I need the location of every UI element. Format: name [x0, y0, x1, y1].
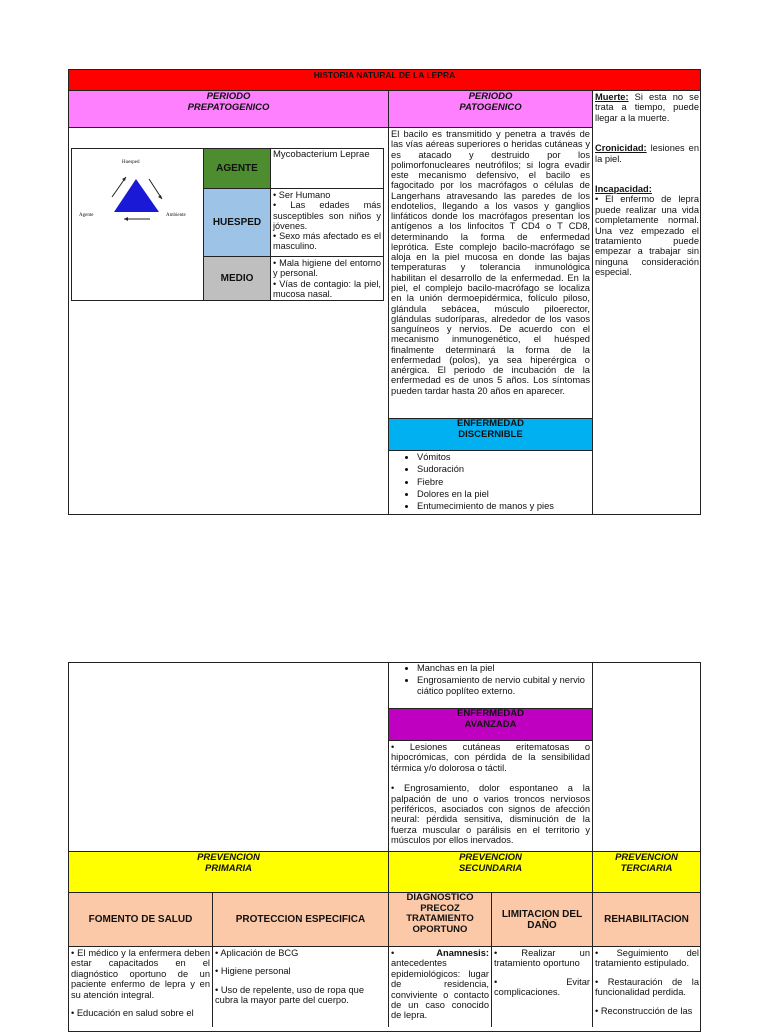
- header-line: PATOGENICO: [459, 101, 522, 113]
- diagnostico-cell: [389, 947, 491, 1027]
- proteccion-item: • Aplicación de BCG: [215, 948, 299, 958]
- muerte-label: Muerte:: [595, 92, 629, 102]
- cronicidad-label: Cronicidad:: [595, 143, 647, 154]
- list-item: • Engrosamiento de nervio cubital y nervio ciático poplíteo externo.: [417, 675, 592, 698]
- outcomes-column: [592, 90, 701, 515]
- diagnostico-text: antecedentes epidemiológicos: lugar de residencia, conviviente o contacto de un caso conocido de lepra.: [391, 958, 489, 1021]
- table-title: HISTORIA NATURAL DE LA LEPRA: [68, 69, 701, 91]
- header-diagnostico: [388, 892, 492, 947]
- incapacidad-label: Incapacidad:: [595, 184, 652, 195]
- header-line: DIAGNOSTICO: [406, 892, 474, 903]
- header-line: PREPATOGENICO: [187, 101, 270, 113]
- list-item: • Vómitos: [417, 451, 592, 463]
- header-line: TRATAMIENTO: [406, 913, 474, 925]
- list-item: • Fiebre: [417, 476, 592, 488]
- header-proteccion: PROTECCION ESPECIFICA: [212, 892, 389, 947]
- rehabilitacion-cell: [593, 947, 701, 1027]
- fomento-paragraph: • Educación en salud sobre el: [71, 1008, 194, 1019]
- avanzada-paragraph: • Engrosamiento, dolor espontaneo a la palpación de uno o varios troncos nerviosos periféricos, asociados con signos de afección neural: pérdida sensitiva, disminución de la fuerza muscular o parálisis en el territorio y músculos por ellos inervados.: [391, 783, 590, 846]
- list-item: • Manchas en la piel: [417, 663, 592, 675]
- header-limitacion: [491, 892, 593, 947]
- header-patogenico: [388, 90, 593, 128]
- rehab-item: • Reconstrucción de las: [595, 1005, 693, 1016]
- header-prev-primaria: [68, 851, 389, 893]
- avanzada-text: [389, 741, 592, 852]
- huesped-item: • Las edades más susceptibles son niños y jóvenes.: [273, 200, 381, 231]
- header-rehabilitacion: REHABILITACION: [592, 892, 701, 947]
- header-line: TERCIARIA: [620, 862, 673, 874]
- rehab-item: • Seguimiento del tratamiento estipulado.: [595, 948, 699, 969]
- huesped-value: [270, 188, 384, 257]
- list-item: • Dolores en la piel: [417, 488, 592, 500]
- header-line: DAÑO: [527, 920, 557, 932]
- header-discernible: [388, 418, 593, 451]
- agente-label: AGENTE: [203, 148, 271, 189]
- symptoms-list-cont: [389, 663, 592, 709]
- fomento-cell: [69, 947, 212, 1027]
- header-line: PREVENCION: [615, 852, 678, 863]
- header-line: LIMITACION DEL: [501, 909, 583, 920]
- avanzada-paragraph: • Lesiones cutáneas eritematosas o hipocrómicas, con pérdida de la sensibilidad térmica y/o dolorosa o táctil.: [391, 742, 590, 773]
- header-line: PERIODO: [206, 91, 251, 102]
- header-line: AVANZADA: [464, 718, 517, 730]
- triad-huesped: Huesped: [122, 160, 140, 165]
- medio-item: • Vías de contagio: la piel, mucosa nasal.: [273, 278, 381, 299]
- huesped-label: HUESPED: [203, 188, 271, 257]
- muerte-desc: Si esta no se trata a tiempo, puede llegar a la muerte.: [595, 92, 699, 123]
- header-line: OPORTUNO: [412, 923, 468, 935]
- header-line: ENFERMEDAD: [456, 418, 525, 429]
- diagnostico-label-row: • Anamnesis:: [391, 948, 489, 958]
- list-item: • Entumecimiento de manos y pies: [417, 500, 592, 512]
- triad-diagram: [72, 149, 203, 300]
- triad-ambiente: Ambiente: [166, 213, 186, 218]
- fomento-paragraph: • El médico y la enfermera deben estar capacitados en el diagnóstico oportuno de un paciente enfermo de lepra y en su atención integral.: [71, 948, 210, 1000]
- huesped-item: • Sexo más afectado es el masculino.: [273, 231, 381, 252]
- header-line: ENFERMEDAD: [456, 708, 525, 719]
- incapacidad-desc: • El enfermo de lepra puede realizar una vida completamente normal. Una vez empezado el tratamiento puede empezar a trabajar sin ninguna consideración especial.: [595, 194, 699, 278]
- header-line: PERIODO: [468, 91, 513, 102]
- divider: [592, 662, 593, 852]
- header-fomento: FOMENTO DE SALUD: [68, 892, 213, 947]
- cronicidad-text: [595, 143, 699, 164]
- limitacion-item: • Realizar un tratamiento oportuno: [494, 948, 590, 969]
- header-line: PRECOZ: [420, 902, 460, 914]
- header-line: PREVENCION: [459, 852, 522, 863]
- header-line: PRIMARIA: [205, 862, 252, 874]
- header-line: DISCERNIBLE: [458, 428, 523, 440]
- header-prepatogenico: [68, 90, 389, 128]
- triad-agente: Agente: [79, 213, 94, 218]
- header-line: SECUNDARIA: [458, 862, 523, 874]
- anamnesis-label: Anamnesis:: [436, 948, 489, 958]
- header-prev-terciaria: [592, 851, 701, 893]
- huesped-item: • Ser Humano: [273, 190, 331, 200]
- divider: [388, 128, 389, 515]
- medio-value: [270, 256, 384, 301]
- header-line: PREVENCION: [197, 852, 260, 863]
- list-item: • Sudoración: [417, 463, 592, 475]
- triad-image: [71, 148, 204, 301]
- proteccion-item: • Higiene personal: [215, 966, 291, 977]
- limitacion-cell: [492, 947, 592, 1027]
- agente-value: Mycobacterium Leprae: [270, 148, 384, 189]
- proteccion-item: • Uso de repelente, uso de ropa que cubra la mayor parte del cuerpo.: [215, 984, 365, 1006]
- symptoms-list: [389, 451, 592, 514]
- medio-label: MEDIO: [203, 256, 271, 301]
- proteccion-cell: [213, 947, 388, 1027]
- header-prev-secundaria: [388, 851, 593, 893]
- header-avanzada: [388, 708, 593, 741]
- cronicidad-desc: lesiones en la piel.: [595, 143, 699, 164]
- rehab-item: • Restauración de la funcionalidad perdida.: [595, 976, 699, 998]
- muerte-text: [595, 92, 699, 123]
- medio-item: • Mala higiene del entorno y personal.: [273, 258, 381, 279]
- limitacion-item: • Evitar complicaciones.: [494, 976, 590, 998]
- patogenico-text: El bacilo es transmitido y penetra a través de las vías aéreas superiores o heridas cutáneas y es atacado y destruido por los polimorfonucleares neutrófilos; si logra evadir este mecanismo defensivo, el bacilo es fagocitado por los macrófagos o células de Langerhans atravesando las paredes de los endotelios, llegando a los vasos y ganglios linfáticos donde los macrófagos presentan los antígenos a los linfocitos T CD4 o T CD8, determinando la forma de enfermedad leprótica. Este complejo bacilo-macrófago se aloja en la piel mucosa en donde las bajas temperaturas y tolerancia inmunológica habilitan el desarrollo de la enfermedad. En la piel, el complejo bacilo-macrófago se localiza en la unión dermoepidérmica, folículo piloso, glándula sebácea, músculo piloerector, glándulas sudoríparas, alrededor de los vasos sanguíneos y nervios. De acuerdo con el mecanismo inmunogenético, el huésped finalmente determinará la forma de la enfermedad (polos), ya sea hiperérgica o anérgica. El periodo de incubación de la enfermedad es de unos 5 años. Los síntomas pueden tardar hasta 20 años en aparecer.: [391, 129, 590, 396]
